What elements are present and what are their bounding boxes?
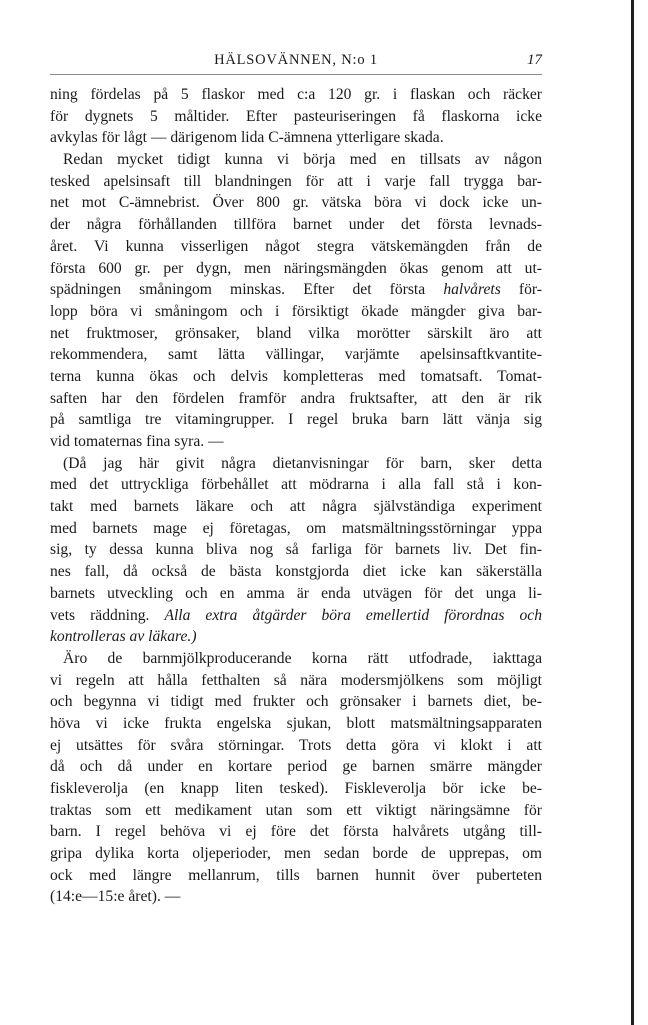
text-line: net mot C-ämnebrist. Över 800 gr. vätska böra vi dock icke un-	[50, 194, 542, 212]
text-line: avkylas för lågt — därigenom lida C-ämnena ytterligare skada.	[50, 129, 444, 147]
text-line: vi regeln att hålla fetthalten så nära modersmjölkens som möjligt	[50, 671, 542, 689]
text-line: terna kunna ökas och delvis kompletteras med tomatsaft. Tomat-	[50, 367, 542, 385]
text-line: och begynna vi tidigt med frukter och grönsaker i barnets diet, be-	[50, 693, 542, 711]
text-line: sig, ty dessa kunna bliva nog så farliga för barnets liv. Det fin-	[50, 541, 542, 559]
text-line: höva vi icke frukta engelska sjukan, blott matsmältningsapparaten	[50, 714, 542, 732]
emphasis-kontrolleras: kontrolleras av läkare.)	[50, 628, 197, 646]
paragraph-start-line: (Då jag här givit några dietanvisningar för barn, sker detta	[63, 454, 542, 472]
text-line-with-emphasis	[50, 279, 542, 301]
text-line: barn. I regel behöva vi ej före det första halvårets utgång till-	[50, 823, 542, 841]
page-edge-border	[631, 0, 634, 1025]
page-number: 17	[527, 52, 542, 68]
text-line: första 600 gr. per dygn, men näringsmängden ökas genom att ut-	[50, 259, 542, 277]
text-line: traktas som ett medikament utan som ett viktigt näringsämne för	[50, 801, 542, 819]
text-line: net fruktmoser, grönsaker, bland vilka morötter särskilt äro att	[50, 324, 542, 342]
text-line: ning fördelas på 5 flaskor med c:a 120 gr. i flaskan och räcker	[50, 86, 542, 103]
text-line: vid tomaternas fina syra. —	[50, 433, 224, 450]
text-line: rekommendera, samt lätta vällingar, varjämte apelsinsaftkvantite-	[50, 346, 542, 364]
text-line: med barnets mage ej företagas, om matsmältningsstörningar yppa	[50, 519, 542, 537]
text-line: med det uttryckliga förbehållet att mödrarna i alla fall stå i kon-	[50, 476, 542, 494]
text-segment: vets räddning.	[50, 606, 165, 624]
text-line: nes fall, då också de bästa konstgjorda diet icke kan säkerställa	[50, 563, 542, 581]
text-line: gripa dylika korta oljeperioder, men sedan borde de upprepas, om	[50, 845, 542, 863]
text-line: tesked apelsinsaft till blandningen för att i varje fall trygga bar-	[50, 172, 542, 190]
text-line: ej utsättes för svåra störningar. Trots detta göra vi klokt i att	[50, 736, 542, 754]
body-text	[50, 84, 542, 908]
text-line: takt med barnets läkare och att några självständiga experiment	[50, 498, 542, 516]
running-title: HÄLSOVÄNNEN, N:o 1	[214, 52, 378, 68]
text-segment: för-	[500, 281, 542, 299]
emphasis-halvarets: halvårets	[443, 281, 501, 299]
text-line: barnets utveckling och en amma är enda utvägen för det unga li-	[50, 584, 542, 602]
running-header	[50, 52, 542, 75]
text-line: för dygnets 5 måltider. Efter pasteuriseringen få flaskorna icke	[50, 107, 542, 125]
emphasis-alla-extra: Alla extra åtgärder böra emellertid förordnas och	[164, 606, 542, 624]
text-line: der några förhållanden tillföra barnet under det första levnads-	[50, 216, 542, 234]
text-line: saften har den fördelen framför andra fruktsafter, att den är rik	[50, 389, 542, 407]
text-line: fiskleverolja (en knapp liten tesked). Fiskleverolja bör icke be-	[50, 780, 542, 797]
text-line-italic	[50, 626, 542, 648]
text-segment: spädningen småningom minskas. Efter det första	[50, 281, 444, 299]
text-line: på samtliga tre vitamingrupper. I regel bruka barn lätt vänja sig	[50, 411, 542, 429]
text-line: lopp böra vi småningom och i försiktigt ökade mängder giva bar-	[50, 302, 542, 320]
text-line: (14:e—15:e året). —	[50, 888, 181, 906]
paragraph-start-line: Äro de barnmjölkproducerande korna rätt utfodrade, iakttaga	[63, 649, 542, 667]
text-line: året. Vi kunna visserligen något stegra vätskemängden från de	[50, 237, 542, 255]
text-line: ock med längre mellanrum, tills barnen hunnit över puberteten	[50, 866, 542, 884]
text-line-with-emphasis	[50, 605, 542, 627]
paragraph-start-line: Redan mycket tidigt kunna vi börja med en tillsats av någon	[63, 151, 542, 169]
text-line: då och då under en kortare period ge barnen smärre mängder	[50, 758, 542, 776]
